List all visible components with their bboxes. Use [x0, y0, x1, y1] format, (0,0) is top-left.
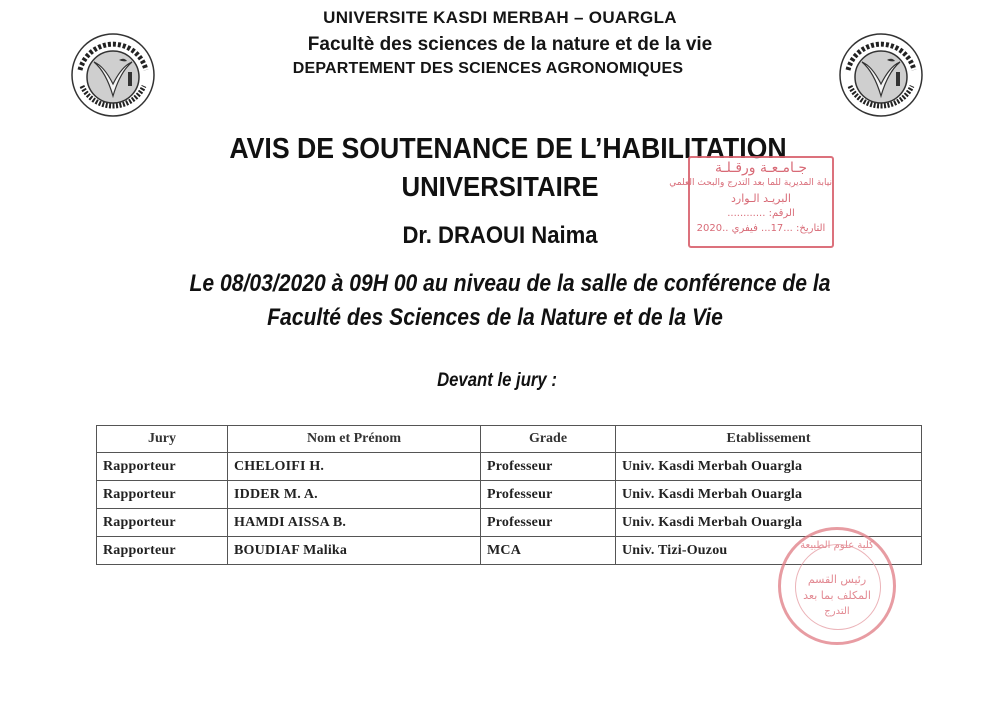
column-header-institution: Etablissement	[616, 426, 922, 453]
table-row	[97, 509, 922, 537]
cell-institution: Univ. Tizi-Ouzou	[616, 537, 922, 565]
stamp-mail: البريـد الـوارد	[731, 192, 791, 205]
table-header-row	[97, 426, 922, 453]
cell-institution: Univ. Kasdi Merbah Ouargla	[616, 509, 922, 537]
cell-institution: Univ. Kasdi Merbah Ouargla	[616, 481, 922, 509]
university-name: UNIVERSITE KASDI MERBAH – OUARGLA	[323, 8, 677, 27]
cell-role: Rapporteur	[97, 537, 228, 565]
cell-role: Rapporteur	[97, 453, 228, 481]
table-row	[97, 481, 922, 509]
stamp-faculty: كلية علوم الطبيعة	[800, 540, 874, 551]
university-logo-right	[838, 32, 924, 118]
faculty-name: Facultè des sciences de la nature et de la vie	[307, 34, 713, 55]
department-name: DEPARTEMENT DES SCIENCES AGRONOMIQUES	[292, 60, 684, 77]
column-header-jury: Jury	[97, 426, 228, 453]
stamp-role-detail: المكلف بما بعد	[803, 589, 871, 602]
university-emblem-icon	[70, 32, 156, 118]
notice-title: AVIS DE SOUTENANCE DE L’HABILITATION	[229, 133, 787, 165]
department-head-stamp	[778, 527, 896, 645]
notice-title-line2: UNIVERSITAIRE	[401, 171, 599, 202]
cell-grade: Professeur	[481, 481, 616, 509]
cell-grade: Professeur	[481, 453, 616, 481]
cell-role: Rapporteur	[97, 509, 228, 537]
cell-name: BOUDIAF Malika	[228, 537, 481, 565]
stamp-university: جـامـعـة ورقـلـة	[715, 160, 807, 176]
cell-grade: MCA	[481, 537, 616, 565]
stamp-role-scope: التدرج	[824, 606, 850, 617]
column-header-name: Nom et Prénom	[228, 426, 481, 453]
column-header-grade: Grade	[481, 426, 616, 453]
university-logo-left	[70, 32, 156, 118]
cell-name: CHELOIFI H.	[228, 453, 481, 481]
stamp-date: التاريخ: ...17... فيفري ..2020	[696, 223, 826, 234]
defense-faculty: Faculté des Sciences de la Nature et de la Vie	[267, 304, 723, 331]
stamp-ref: الرقم: ............	[727, 208, 795, 219]
cell-name: HAMDI AISSA B.	[228, 509, 481, 537]
stamp-office: نيابة المديرية للما بعد التدرج والبحث العلمي	[669, 178, 832, 188]
defense-date-location: Le 08/03/2020 à 09H 00 au niveau de la salle de conférence de la	[189, 270, 831, 297]
received-mail-stamp	[669, 156, 834, 248]
cell-role: Rapporteur	[97, 481, 228, 509]
table-row	[97, 453, 922, 481]
university-emblem-icon	[838, 32, 924, 118]
jury-intro: Devant le jury :	[437, 370, 557, 391]
cell-name: IDDER M. A.	[228, 481, 481, 509]
stamp-role: رئيس القسم	[807, 573, 867, 586]
cell-institution: Univ. Kasdi Merbah Ouargla	[616, 453, 922, 481]
candidate-name: Dr. DRAOUI Naima	[402, 222, 598, 249]
cell-grade: Professeur	[481, 509, 616, 537]
